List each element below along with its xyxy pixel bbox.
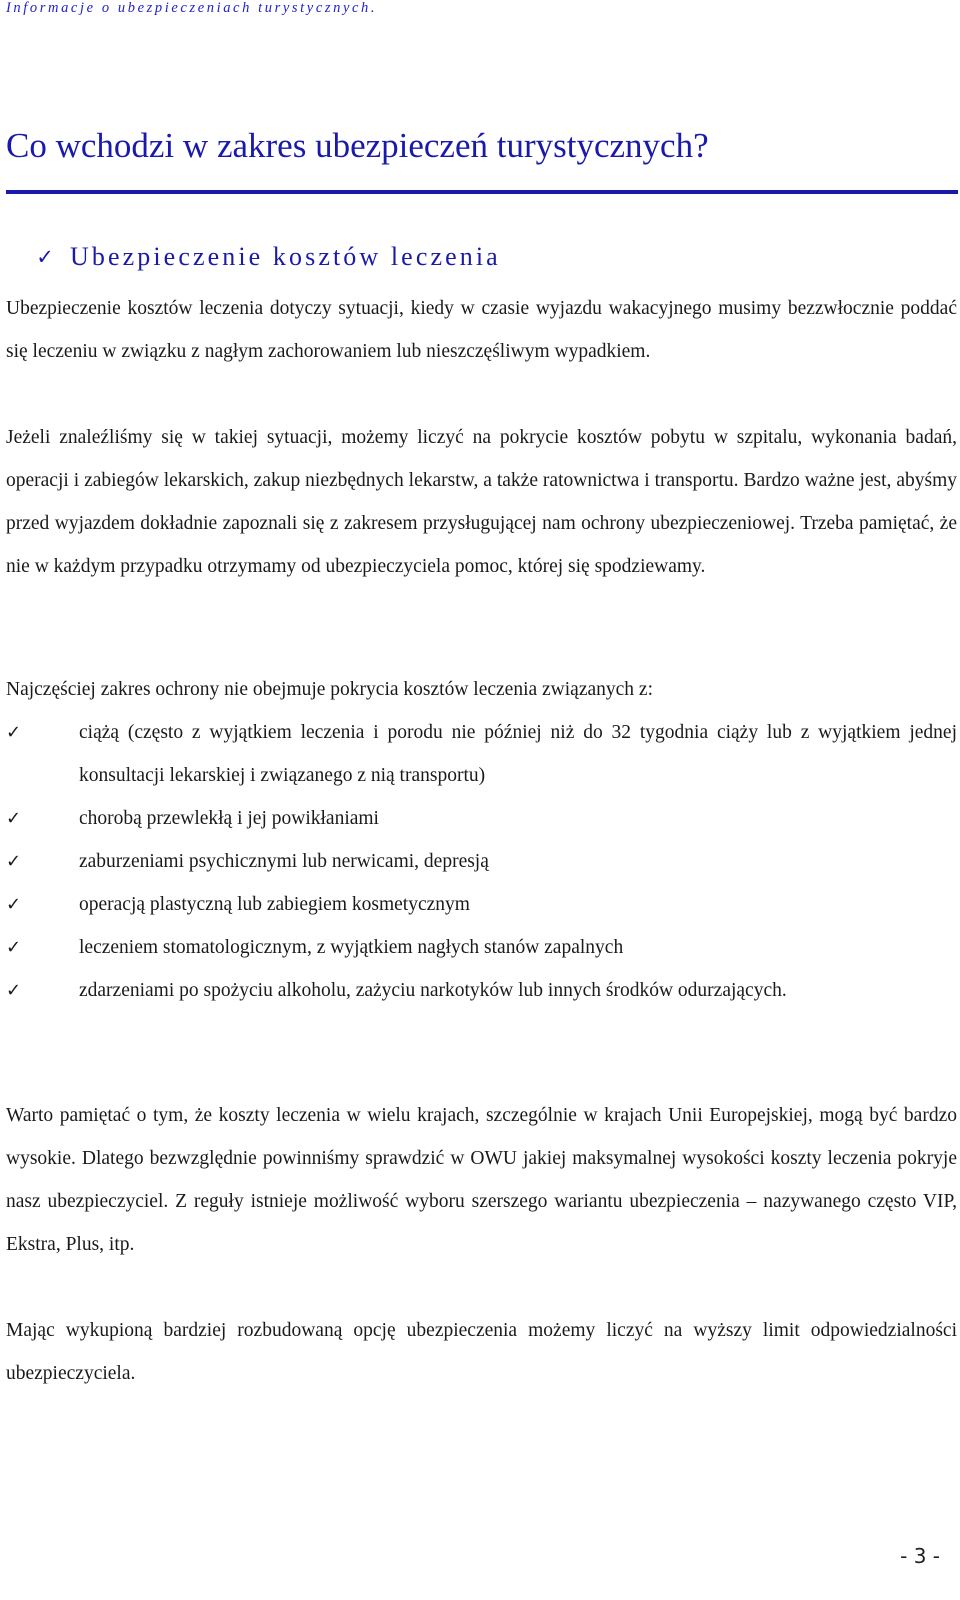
page-title: Co wchodzi w zakres ubezpieczeń turystycznych? xyxy=(6,126,709,165)
page-number: - 3 - xyxy=(900,1544,940,1568)
coverage-paragraph: Jeżeli znaleźliśmy się w takiej sytuacji, możemy liczyć na pokrycie kosztów pobytu w szpitalu, wykonania badań, operacji i zabiegów lekarskich, zakup niezbędnych lekarstw, a także ratownictwa i transportu. Bardzo ważne jest, abyśmy przed wyjazdem dokładnie zapoznali się z zakresem przysługującej nam ochrony ubezpieczeniowej. Trzeba pamiętać, że nie w każdym przypadku otrzymamy od ubezpieczyciela pomoc, której się spodziewamy. xyxy=(6,427,957,577)
check-icon: ✓ xyxy=(6,894,22,915)
list-item: ✓ chorobą przewlekłą i jej powikłaniami xyxy=(6,797,957,840)
title-underline xyxy=(6,190,958,194)
exclusions-intro: Najczęściej zakres ochrony nie obejmuje pokrycia kosztów leczenia związanych z: xyxy=(6,679,653,700)
check-icon: ✓ xyxy=(6,808,22,829)
running-header: Informacje o ubezpieczeniach turystycznych. xyxy=(6,0,378,16)
costs-paragraph: Warto pamiętać o tym, że koszty leczenia w wielu krajach, szczególnie w krajach Unii Europejskiej, mogą być bardzo wysokie. Dlatego bezwzględnie powinniśmy sprawdzić w OWU jakiej maksymalnej wysokości koszty leczenia pokryje nasz ubezpieczyciel. Z reguły istnieje możliwość wyboru szerszego wariantu ubezpieczenia – nazywanego często VIP, Ekstra, Plus, itp. xyxy=(6,1105,957,1255)
exclusions-list xyxy=(6,711,957,1012)
intro-paragraph: Ubezpieczenie kosztów leczenia dotyczy sytuacji, kiedy w czasie wyjazdu wakacyjnego musimy bezzwłocznie poddać się leczeniu w związku z nagłym zachorowaniem lub nieszczęśliwym wypadkiem. xyxy=(6,298,957,362)
check-icon: ✓ xyxy=(6,980,22,1001)
check-icon: ✓ xyxy=(36,245,54,269)
section-heading-text: Ubezpieczenie kosztów leczenia xyxy=(70,242,501,271)
check-icon: ✓ xyxy=(6,722,22,743)
list-item: ✓ zaburzeniami psychicznymi lub nerwicami, depresją xyxy=(6,840,957,883)
check-icon: ✓ xyxy=(6,937,22,958)
list-item: ✓ zdarzeniami po spożyciu alkoholu, zażyciu narkotyków lub innych środków odurzających. xyxy=(6,969,957,1012)
list-item: ✓ operacją plastyczną lub zabiegiem kosmetycznym xyxy=(6,883,957,926)
section-heading xyxy=(36,242,501,272)
list-item: ✓ ciążą (często z wyjątkiem leczenia i porodu nie później niż do 32 tygodnia ciąży lub z wyjątkiem jednej konsultacji lekarskiej i związanego z nią transportu) xyxy=(6,711,957,797)
check-icon: ✓ xyxy=(6,851,22,872)
list-item: ✓ leczeniem stomatologicznym, z wyjątkiem nagłych stanów zapalnych xyxy=(6,926,957,969)
limit-paragraph: Mając wykupioną bardziej rozbudowaną opcję ubezpieczenia możemy liczyć na wyższy limit odpowiedzialności ubezpieczyciela. xyxy=(6,1320,957,1384)
